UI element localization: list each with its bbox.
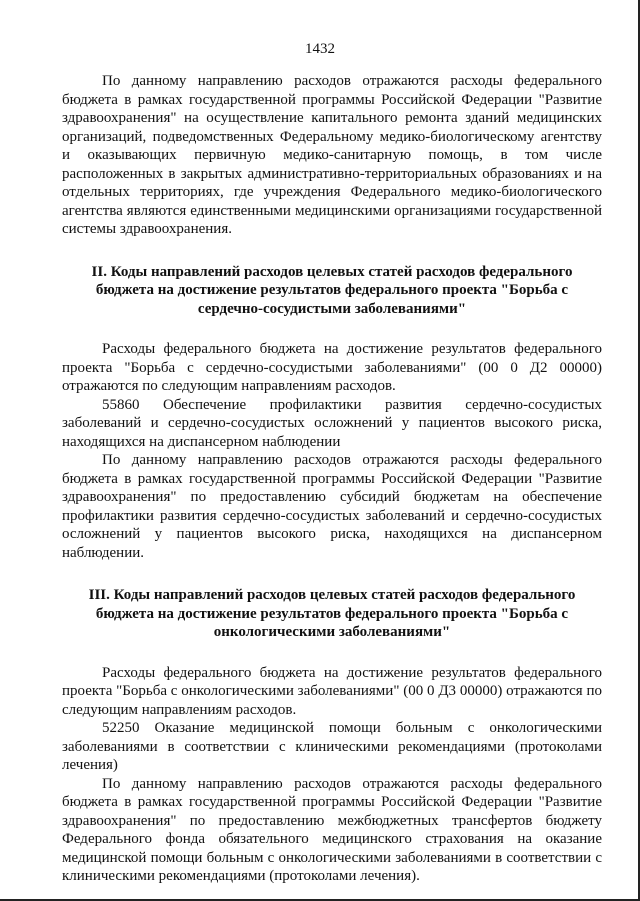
paragraph-intro: По данному направлению расходов отражаются расходы федерального бюджета в рамках государственной программы Российской Федерации "Развитие здравоохранения" на осуществление капитального ремонта зданий медицинских организаций, подведомственных Федеральному медико-биологическому агентству и оказывающих первичную медико-санитарную помощь, в том числе расположенных в закрытых административно-территориальных образованиях и на отдельных территориях, где учреждения Федерального медико-биологического агентства являются единственными медицинскими организациями государственной системы здравоохранения.: [62, 73, 602, 237]
document-body: [62, 72, 602, 886]
section-heading-ii: II. Коды направлений расходов целевых статей расходов федерального бюджета на достижение результатов федерального проекта "Борьба с сердечно-сосудистыми заболеваниями": [91, 263, 573, 317]
paragraph-iii-intro: Расходы федерального бюджета на достижение результатов федерального проекта "Борьба с онкологическими заболеваниями" (00 0 Д3 00000) отражаются по следующим направлениям расходов.: [62, 664, 602, 718]
paragraph-code-55860: 55860 Обеспечение профилактики развития сердечно-сосудистых заболеваний и сердечно-сосудистых осложнений у пациентов высокого риска, находящихся на диспансерном наблюдении: [62, 396, 602, 450]
page-number: 1432: [305, 41, 335, 57]
paragraph-ii-desc: По данному направлению расходов отражаются расходы федерального бюджета в рамках государственной программы Российской Федерации "Развитие здравоохранения" по предоставлению субсидий бюджетам на обеспечение профилактики развития сердечно-сосудистых заболеваний и сердечно-сосудистых осложнений у пациентов высокого риска, находящихся на диспансерном наблюдении.: [62, 452, 602, 561]
paragraph-ii-intro: Расходы федерального бюджета на достижение результатов федерального проекта "Борьба с сердечно-сосудистыми заболеваниями" (00 0 Д2 00000) отражаются по следующим направлениям расходов.: [62, 341, 602, 394]
paragraph-code-52250: 52250 Оказание медицинской помощи больным с онкологическими заболеваниями в соответствии с клиническими рекомендациями (протоколами лечения): [62, 720, 602, 773]
section-heading-iii: III. Коды направлений расходов целевых статей расходов федерального бюджета на достижение результатов федерального проекта "Борьба с онкологическими заболеваниями": [88, 587, 576, 640]
paragraph-iii-desc: По данному направлению расходов отражаются расходы федерального бюджета в рамках государственной программы Российской Федерации "Развитие здравоохранения" по предоставлению межбюджетных трансфертов бюджету Федерального фонда обязательного медицинского страхования на оказание медицинской помощи больным с онкологическими заболеваниями в соответствии с клиническими рекомендациями (протоколами лечения).: [62, 775, 602, 884]
